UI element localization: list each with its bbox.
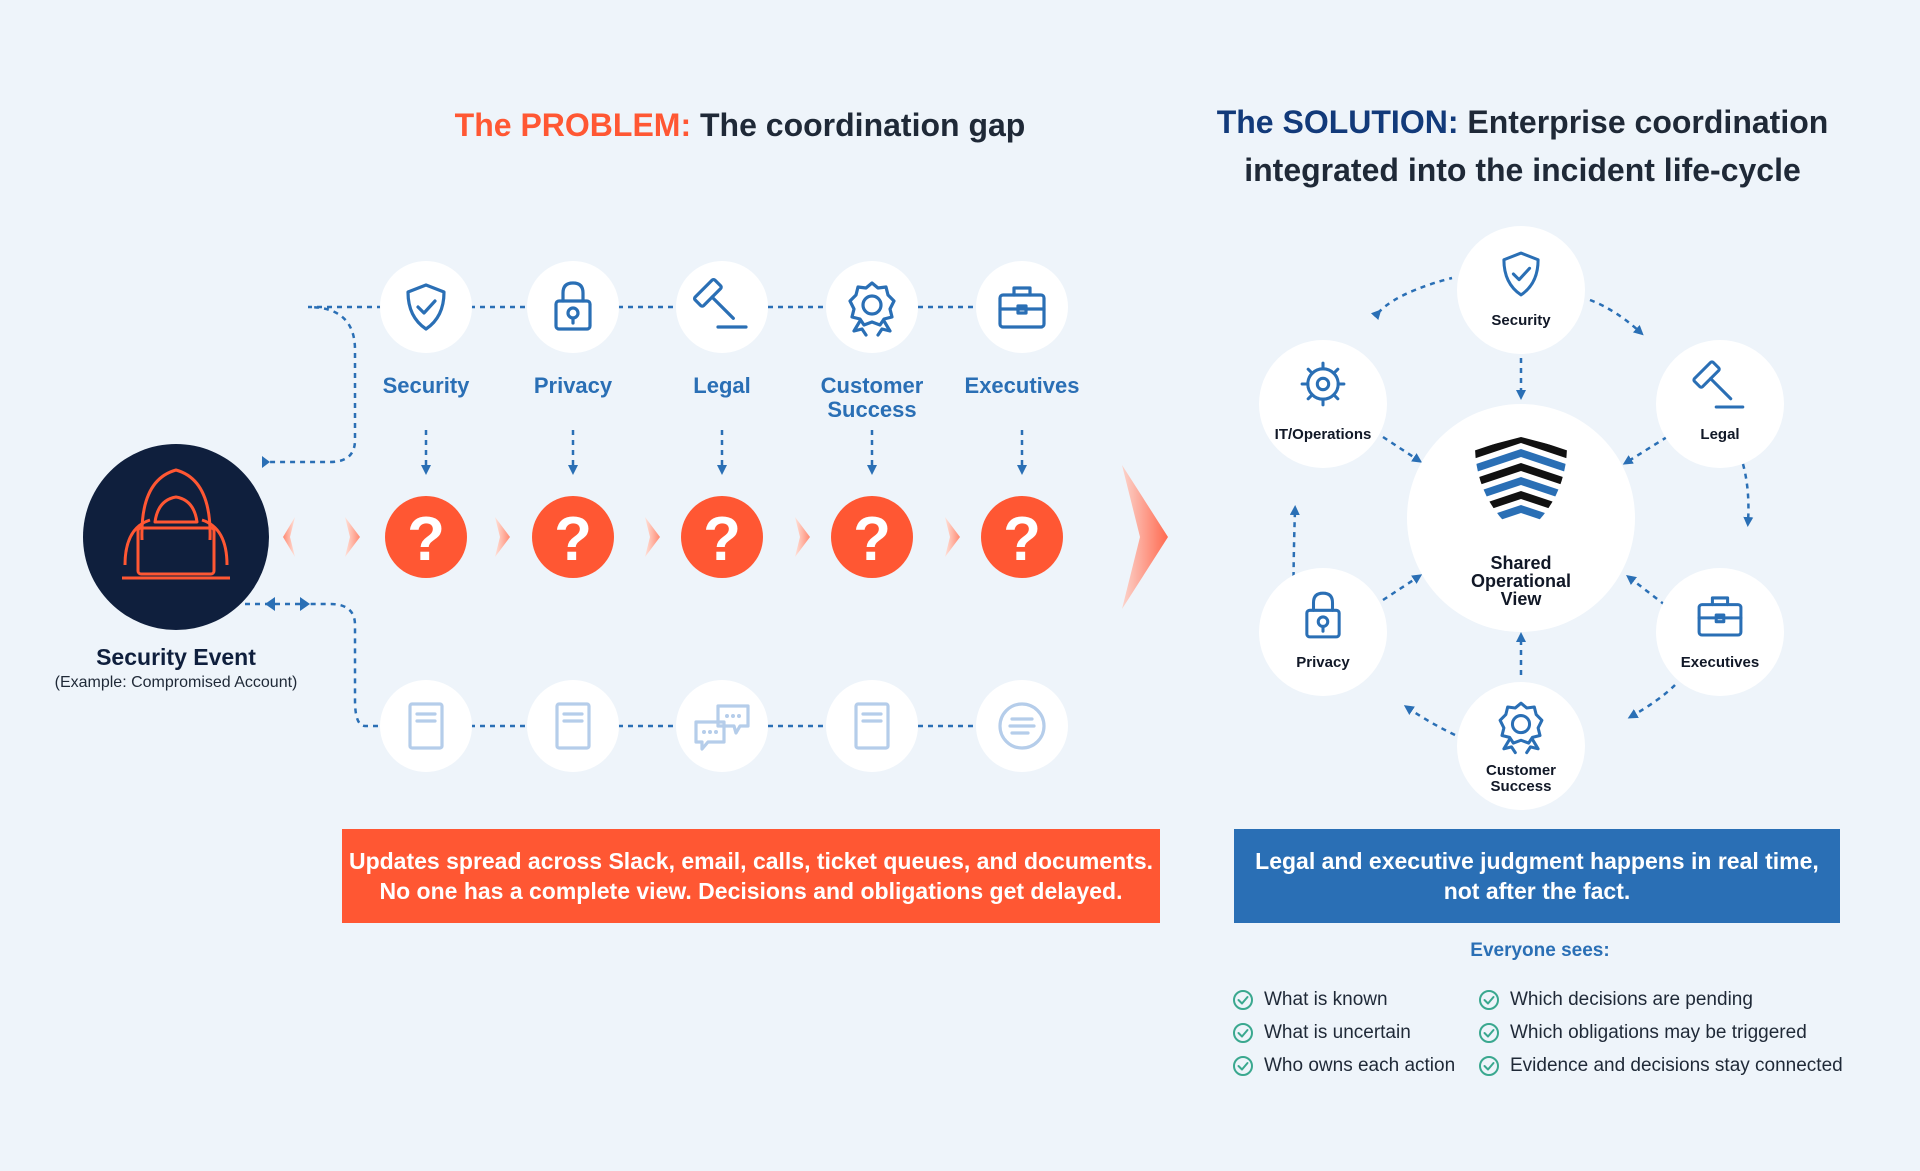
security-event-label bbox=[40, 642, 312, 694]
ring-node-label-1: Security bbox=[1491, 312, 1551, 329]
check-circle-icon bbox=[1232, 1022, 1254, 1044]
shared-view-label-3: View bbox=[1500, 589, 1542, 609]
ring-node-label-5: Privacy bbox=[1296, 654, 1350, 671]
shared-view-label-1: Shared bbox=[1490, 553, 1552, 573]
ring-node-label-2: Legal bbox=[1700, 426, 1740, 443]
solution-title bbox=[1200, 98, 1845, 194]
checklist-item bbox=[1232, 983, 1472, 1016]
problem-banner bbox=[342, 829, 1160, 923]
problem-banner-line-1: Updates spread across Slack, email, calls, ticket queues, and documents. bbox=[348, 848, 1154, 874]
checklist-item bbox=[1232, 1016, 1472, 1049]
team-circle bbox=[826, 261, 918, 353]
problem-title-highlight: The PROBLEM: bbox=[454, 107, 692, 143]
solution-title-highlight: The SOLUTION: bbox=[1216, 104, 1459, 140]
team-circle bbox=[380, 261, 472, 353]
shared-view-label-2: Operational bbox=[1470, 571, 1572, 591]
question-mark: ? bbox=[407, 505, 445, 574]
artifact-to-event-arrow bbox=[265, 597, 275, 611]
ring-node-circle bbox=[1457, 226, 1585, 354]
ring-node-label-3: Executives bbox=[1680, 654, 1760, 671]
ring-node-circle bbox=[1656, 340, 1784, 468]
question-mark: ? bbox=[703, 505, 741, 574]
solution-banner bbox=[1234, 829, 1840, 923]
team-label-5: Executives bbox=[964, 373, 1080, 398]
security-event-title: Security Event bbox=[96, 644, 256, 670]
question-mark: ? bbox=[853, 505, 891, 574]
check-circle-icon bbox=[1478, 1055, 1500, 1077]
solution-banner-line-1: Legal and executive judgment happens in real time, bbox=[1255, 848, 1819, 874]
checklist-item bbox=[1478, 983, 1858, 1016]
artifact-circle bbox=[826, 680, 918, 772]
check-circle-icon bbox=[1478, 1022, 1500, 1044]
checklist-item-text: What is uncertain bbox=[1264, 1021, 1411, 1043]
team-label-4: Customer Success bbox=[820, 373, 924, 422]
problem-title bbox=[440, 101, 1040, 149]
check-circle-icon bbox=[1478, 989, 1500, 1011]
everyone-sees-label: Everyone sees: bbox=[1470, 940, 1610, 961]
check-circle-icon bbox=[1232, 1055, 1254, 1077]
question-mark: ? bbox=[1003, 505, 1041, 574]
question-mark: ? bbox=[554, 505, 592, 574]
team-to-event-arrow bbox=[262, 456, 270, 468]
ring-node-label-4: Customer Success bbox=[1485, 762, 1556, 795]
checklist-item-text: Who owns each action bbox=[1264, 1054, 1456, 1076]
big-transition-chevron bbox=[1122, 465, 1168, 609]
team-label-1: Security bbox=[382, 373, 470, 398]
checklist-right bbox=[1478, 983, 1858, 1082]
solution-banner-line-2: not after the fact. bbox=[1443, 878, 1631, 904]
security-event-circle bbox=[83, 444, 269, 630]
check-circle-icon bbox=[1232, 989, 1254, 1011]
event-to-artifact-arrow bbox=[300, 597, 310, 611]
artifact-circle bbox=[527, 680, 619, 772]
solution-title-line2: integrated into the incident life-cycle bbox=[1244, 152, 1801, 188]
checklist-item bbox=[1232, 1049, 1472, 1082]
checklist-item-text: What is known bbox=[1264, 988, 1388, 1010]
team-label-3: Legal bbox=[693, 373, 751, 398]
checklist-left bbox=[1232, 983, 1472, 1082]
checklist-item-text: Evidence and decisions stay connected bbox=[1510, 1054, 1843, 1076]
team-label-2: Privacy bbox=[533, 373, 613, 398]
solution-title-line1: Enterprise coordination bbox=[1467, 104, 1829, 140]
security-event-subtitle: (Example: Compromised Account) bbox=[54, 674, 298, 691]
problem-banner-line-2: No one has a complete view. Decisions and obligations get delayed. bbox=[379, 878, 1123, 904]
problem-title-rest: The coordination gap bbox=[700, 107, 1026, 143]
checklist-item bbox=[1478, 1049, 1858, 1082]
artifact-circle bbox=[380, 680, 472, 772]
ring-node-label-6: IT/Operations bbox=[1274, 426, 1372, 443]
checklist-item bbox=[1478, 1016, 1858, 1049]
checklist-item-text: Which decisions are pending bbox=[1510, 988, 1753, 1010]
ring-node-circle bbox=[1656, 568, 1784, 696]
checklist-item-text: Which obligations may be triggered bbox=[1510, 1021, 1807, 1043]
